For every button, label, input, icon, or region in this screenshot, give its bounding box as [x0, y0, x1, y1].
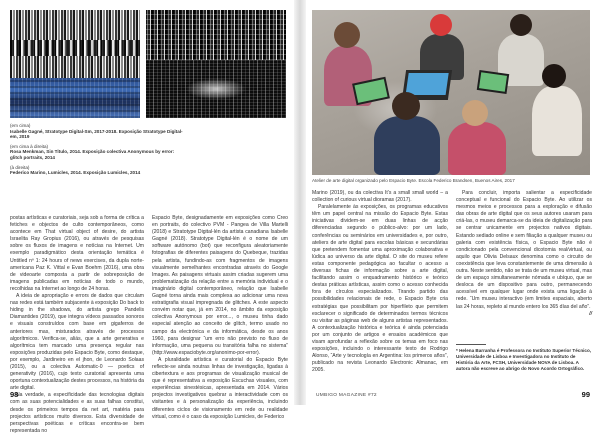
glitch-artwork-image-top-left	[10, 10, 140, 78]
photo-caption: Atelier de arte digital organizado pelo Espacio Byte. Escola Federico Brandsen, Buenos Aires, 2017	[312, 178, 515, 183]
caption-text: Federico Marino, Lumicles, 2014. Exposição Lumicles, 2014	[10, 170, 141, 176]
paragraph: A pluralidade artística e curatorial do Espacio Byte reflecte-se ainda noutras linhas de investigação, ligadas à cibertextura e aos programas de visualização musical de que é representativa a exposição Escuchas visuales, com experiências sinestésicas, apresentada em 2014. Vários projectos investigativos quebrar a interactividade com os visitantes e à personalização da experiência, incluindo diferentes ciclos de visionamento em rede ou realidade virtual, como é o caso da exposição Lumicles, de Federico	[152, 356, 288, 420]
child-head	[542, 64, 566, 88]
paragraph: Marino (2019), ou da colectiva It’s a small small world – a collection of curious virtual dioramas (2017).	[312, 190, 448, 204]
child-head	[462, 100, 488, 126]
tablet-device	[477, 70, 509, 94]
paragraph: A ideia de apropriação e errors de dados que circulam nas redes está também subjacente à exposição Do back to hiding in the shadows, do artista grego Pandelis Diamantides (2019), que integra vídeos passados sonoros e visuais construídos com base em gigaferros de anteriores mas, misturados através de processos algorítmicos. Verifica-se, aliás, que a arte generativa e algorítmica tem marcado uma presença regular nas exposições produzidas pelo Espacio Byte, como destaque, por exemplo, Jardineiro en el jhon, de Leonardo Solaas (2015), ou a colectiva Automatic-0 — poetics of generativity (2016), cujo texto curatorial apresenta uma oportuna contextualização destes processos, na história da arte digital.	[10, 293, 144, 392]
child-figure	[448, 122, 506, 175]
end-mark-glyph: //	[589, 310, 592, 317]
spine-gutter	[294, 0, 306, 405]
paragraph: Para concluir, importa salientar a especificidade conceptual e funcional do Espacio Byte. Ao utilizar os mesmos meios e processos para a exploração e difusão das obras de arte digital que os seus autores usaram para criá-las, o museu demarca-se da ideia de digitalização para se centrar unicamente em projectos nativos digitais. Estando sediado online e sem filiação a qualquer museu ou galeria com existência física, o Espacio Byte não é condicionado pela convencional dicotomia real/virtual, ou aquilo que Olivia Delsaux denomina como o circuito de coexistência que leva constantemente de uma dimensão à outra. Neste sentido, não se trata de um museu virtual, mas de um espaço simultaneamente nómada e ubíquo, que se desloca de um dispositivo para outro, permanecendo acessível em qualquer lugar onde exista uma ligação à rede. “Um museu interactivo (em limites espaciais, aberto las 24 horas, repleto al mundo entero los 365 días del año”.	[456, 190, 592, 310]
glitch-artwork-image-blue	[10, 78, 140, 118]
image-captions	[10, 123, 185, 180]
page-number-left: 98	[10, 390, 19, 399]
caption-position: (em cima)	[10, 123, 31, 128]
paragraph: Paralelamente às exposições, os programas educativos têm um papel central na missão do Espacio Byte. Estas iniciativas dividem-se em duas linhas de acção diferenciadas segundo o público-alvo: por um lado, conferências ou seminários em universidades e, por outro, ateliers de arte digital para escolas básicas e secundárias que pretendem fomentar uma aproximação colaborativa e lúdica ao universo da arte digital. O site do museu refere estas componente pedagógica ao facultar o acesso a diversas fichas de informação sobre a arte digital, facilitando assim o enquadramento histórico e teórico destas práticas artísticas, assim como o acesso conhecida fora de círculos especializados. Tirando partido das possibilidades relacionais de rede, o Espacio Byte cria estratégias que possibilitam por hiperfileto que permitem esclarecer o significado de determinados termos técnicos ou visitar as páginas web de alguns artistas representados. A contextualização histórica e teórica é ainda potenciada por um conjunto de artigos e ensaios académicos que visam aprofundar a reflexão sobre os temas em foco nas exposições, incluindo o interessante texto de Rodrigo Alonso, “Arte y tecnología en Argentina: los primeros años”, publicado na revista Leonardo Electronic Almanac, em 2005.	[312, 204, 448, 374]
caption-1	[10, 123, 185, 140]
workshop-photo	[312, 10, 590, 175]
lumicles-artwork-image	[146, 60, 286, 118]
child-head	[334, 22, 360, 48]
glitch-artwork-image-top-right	[146, 10, 286, 60]
paragraph: postas artísticas e curatoriais, seja sob a forma de crítica a fetiches e objectos de culto contemporâneos, como acontece em That virtual object of desire, do artista Israelita Ray Gropius (2016), ou através de pesquisas sobre os fluxos de imagens e notícias na Internet. Um exemplo paradigmático desta orientação temática é Untitled nº 1: 24 hours of news exercises, da dupla norte-americana Paz K. Vittal e Evan Boehm (2016), uma obra de videoarte composta a partir de sobreposição de imagens publicadas em notícias de todo o mundo, recolhidas na Internet ao longo de 24 horas.	[10, 215, 144, 292]
author-bio-footnote: * Helena Barranha é Professora no Instituto Superior Técnico, Universidade de Lisboa e Investigadora no Instituto de História da Arte, FCSH, Universidade NOVA de Lisboa. A autora não escreve ao abrigo do Novo Acordo Ortográfico.	[456, 348, 592, 371]
child-head	[510, 14, 532, 36]
magazine-name: UMBIGO MAGAZINE #72	[316, 393, 377, 398]
right-page	[306, 0, 600, 405]
end-mark	[456, 311, 592, 318]
caption-position: (à direita)	[10, 164, 30, 170]
child-head	[392, 92, 420, 120]
footnote-rule	[456, 344, 486, 345]
left-page	[0, 0, 294, 434]
child-figure	[532, 86, 582, 156]
paragraph: Espacio Byte, designadamente em exposições como Creo en portraits, do colectivo PVM - Pangea de Villa Martelli (2018) e Stratotype Digital-lén da artista canadiana Isabelle Gagné (2018). Stratotype Digital-lén é o nome de um software autónomo (bot) que reconfigura aleatoriamente fotografias de diferentes paisagens do Quebeque, trazidas pela artista, fundindo-as com fragmentos de imagens visualmente semelhantes encontradas através do Google Images. As paisagens virtuais assim criadas sugerem uma problematização da relação entre a memória individual e o imaginário digital contemporâneo, relação que Isabelle Gagné torna ainda mais complexa ao adicionar uma nova estratigrafia visual impregnada de glitches. A este aspecto convém notar que, já em 2014, no âmbito da exposição colectiva Anonymous por error..., o museu tinha dado especial atenção ao conceito de glitch, termo usado no campo da electrónica e da informática, desde os anos 1960, para designar “um erro não previsto no fluxo de informação, uma pequena ou transitória falha no sistema” (http://www.espaciobyte.org/anonimo-por-error).	[152, 215, 288, 356]
caption-2	[10, 144, 185, 161]
article-column-left-2	[152, 215, 288, 421]
caption-text: Isabelle Gagné, Stratotype Digital-Sm, 2017-2018. Exposição Stratotype Digital-em, 2019	[10, 128, 183, 140]
caption-text: Rosa Menkman, Sin Titulo, 2014. Exposição colectiva Anonymous by error: glitch portraits, 2014	[10, 149, 175, 160]
child-head	[430, 14, 452, 36]
article-column-left-1	[10, 215, 144, 435]
child-figure	[374, 116, 440, 175]
article-column-right-2	[456, 190, 592, 318]
article-column-right-1	[312, 190, 448, 374]
caption-position: (em cima à direita)	[10, 143, 49, 149]
caption-3	[10, 165, 185, 176]
paragraph: Na verdade, a especificidade das tecnologias digitais com as suas potencialidades e as suas falhas constitui, desde os primeiros tempos da net art, matéria para projectos artísticos muito diversos. Esta diversidade de perspectivas poéticas e críticas encontra-se bem representada no	[10, 392, 144, 434]
page-number-right: 99	[581, 390, 590, 399]
